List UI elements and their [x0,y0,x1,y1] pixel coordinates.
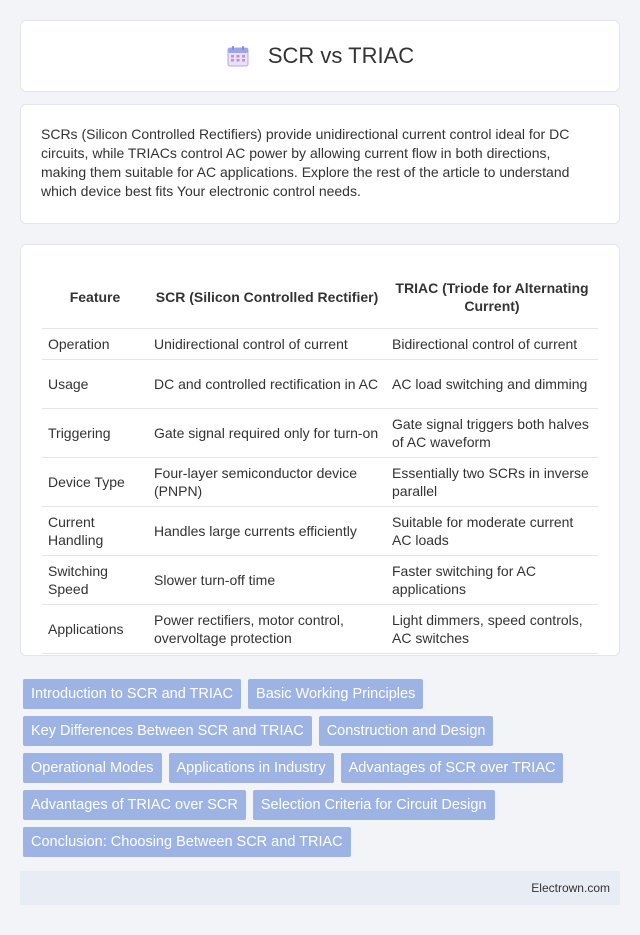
header-triac: TRIAC (Triode for Alternating Current) [386,265,598,328]
topic-tag-basic-working-principles[interactable]: Basic Working Principles [248,679,423,709]
topic-tag-advantages-scr[interactable]: Advantages of SCR over TRIAC [341,753,564,783]
table-cell: Light dimmers, speed controls, AC switches [386,604,598,653]
table-row [42,359,598,408]
header-scr: SCR (Silicon Controlled Rectifier) [148,265,386,328]
table-row [42,457,598,506]
table-cell: Handles large currents efficiently [148,506,386,555]
topic-row [23,827,623,857]
table-cell: Switching Speed [42,555,148,604]
table-cell: Faster switching for AC applications [386,555,598,604]
topic-row [23,716,623,746]
table-cell: Slower turn-off time [148,555,386,604]
header-card [20,20,620,92]
table-cell: AC load switching and dimming [386,359,598,408]
table-row [42,604,598,653]
table-cell: Applications [42,604,148,653]
table-cell: Bidirectional control of current [386,328,598,359]
intro-card [20,104,620,224]
title-wrap [226,43,414,69]
table-cell: Four-layer semiconductor device (PNPN) [148,457,386,506]
table-row [42,328,598,359]
table-header-row [42,265,598,328]
topic-tag-selection-criteria[interactable]: Selection Criteria for Circuit Design [253,790,495,820]
table-row [42,555,598,604]
intro-paragraph: SCRs (Silicon Controlled Rectifiers) provide unidirectional current control ideal for DC circuits, while TRIACs control AC power by allowing current flow in both directions, making them suitable for AC applications. Explore the rest of the article to understand which device best fits Your electronic control needs. [41,126,570,199]
topic-tag-introduction[interactable]: Introduction to SCR and TRIAC [23,679,241,709]
page-title: SCR vs TRIAC [267,43,415,68]
table-cell: Suitable for moderate current AC loads [386,506,598,555]
table-cell: DC and controlled rectification in AC [148,359,386,408]
footer-site-name: Electrown.com [531,881,610,895]
table-cell: Power rectifiers, motor control, overvoltage protection [148,604,386,653]
topic-row [23,753,623,783]
topic-tag-applications-industry[interactable]: Applications in Industry [169,753,334,783]
table-cell: Current Handling [42,506,148,555]
table-cell: Triggering [42,408,148,457]
topic-tag-operational-modes[interactable]: Operational Modes [23,753,162,783]
comparison-table-card [20,244,620,656]
topic-tag-advantages-triac[interactable]: Advantages of TRIAC over SCR [23,790,246,820]
calendar-icon [226,44,250,68]
table-row [42,506,598,555]
table-cell: Gate signal triggers both halves of AC waveform [386,408,598,457]
topic-row [23,790,623,820]
table-cell: Essentially two SCRs in inverse parallel [386,457,598,506]
table-row [42,408,598,457]
table-cell: Unidirectional control of current [148,328,386,359]
table-cell: Gate signal required only for turn-on [148,408,386,457]
topic-row [23,679,623,709]
topic-tag-conclusion[interactable]: Conclusion: Choosing Between SCR and TRIAC [23,827,351,857]
comparison-table [42,265,598,654]
table-cell: Device Type [42,457,148,506]
footer [20,871,620,905]
table-cell: Operation [42,328,148,359]
table-cell: Usage [42,359,148,408]
topic-tags [23,679,623,864]
topic-tag-key-differences[interactable]: Key Differences Between SCR and TRIAC [23,716,312,746]
topic-tag-construction-design[interactable]: Construction and Design [319,716,494,746]
header-feature: Feature [42,265,148,328]
